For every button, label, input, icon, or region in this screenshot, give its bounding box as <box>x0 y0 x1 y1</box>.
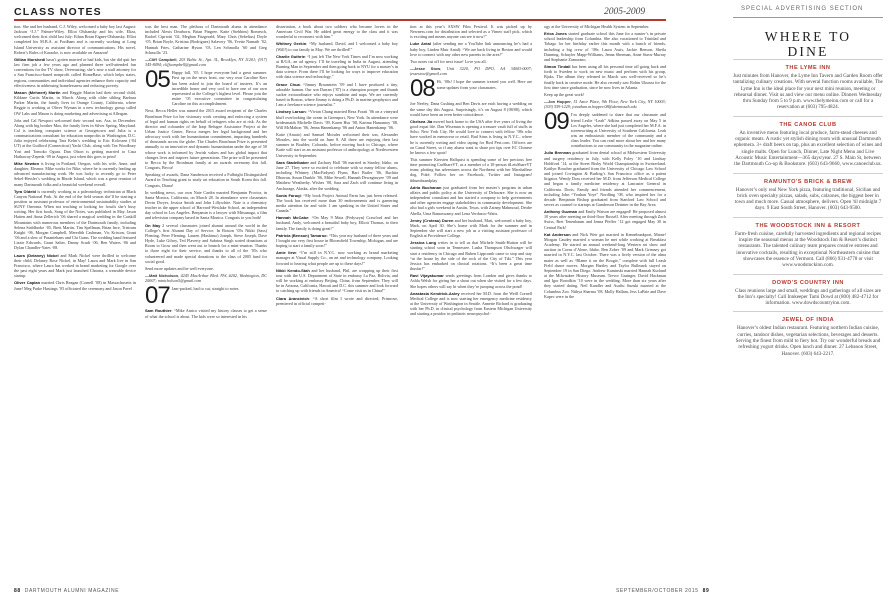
sidebar-title-line2: DINE <box>787 44 829 59</box>
venue-listing <box>733 173 883 212</box>
notes-column-2 <box>145 24 267 582</box>
secretary-contact: 4245 MacArthur Blvd. NW, #202, Washington, DC 20007; mtnicholson5@gmail.com <box>145 273 267 284</box>
note-paragraph: dissertation, a book about two soldiers who became lovers in the American Civil War. He added great energy to the class and it was wonderful to reconnect with him.” <box>276 24 398 40</box>
page-number-left: 88 <box>14 588 21 594</box>
note-paragraph: Katie (Amato) and Samuel Morales welcomed their son, Alexander Morales, into the world on June 8. All three are enjoying their last summer in Boulder, Colorado, before moving back to Chicago, where Katie will start as an assistant professor of anthropology at Northwestern University in September. <box>276 131 398 158</box>
venue-description: Farm-fresh cuisine, carefully harvested ingredients and regional recipes inspire the seasonal menus at the Woodstock Inn & Resort’s distinct restaurants. The talented culinary team prepares creative entrees and innovative cocktails, resulting in exceptional Northeastern cuisine that showcases the essence of Vermont. Call (866) 931-4778 or visit www.woodstockinn.com. <box>735 230 881 269</box>
note-paragraph: tion. She and her husband, C.J. Wiley, welcomed a baby boy last August: Jackson “J.J.” Palmer-Wiley. Elliot Olshansky and his wife, Eliza, welcomed their first child last July: Ethan Brian Eigner-Olshansky. Elliot completed his M.B.A. at Fordham and is currently working at Long Island University as assistant director of communications. His novel, Robert’s Rules of Karaoke, is now available on Amazon! <box>14 24 136 55</box>
note-paragraph: Adria Buchanan just graduated from her master’s program in urban affairs and public policy at the University of Delaware. She is now an independent consultant and has started a company to help governments and other agencies engage stakeholders in community development. She also had a girls weekend in Austin, Texas, with Zainep Mahmoud, Deidre Abella, Uma Ramaswamy and Lena Verduzco-Watts. <box>410 184 532 216</box>
note-paragraph: Anastasia Kendrick-Asley received her M.D. from the Weill Cornell Medical College and is now starting her emergency medicine residency at the University of Washington in Seattle. Annette Richard is graduating with her Ph.D. in clinical psychology from Eastern Michigan University and starting a postdoc in pediatric neuropsychol- <box>410 290 532 317</box>
page-number-right: 89 <box>702 588 710 594</box>
sidebar-label: SPECIAL ADVERTISING SECTION <box>741 6 864 12</box>
venue-list <box>733 59 883 357</box>
notes-column-1 <box>14 24 136 582</box>
note-paragraph: Jobs and Cal Newport welcomed their second son, Asa, in December. Along with big brother Max, the family lives in Silver Spring, Maryland. Cal is teaching computer science at Georgetown and Julia is a communications consultant for education nonprofits in Washington, D.C. Julia enjoyed celebrating Tara Kelm’s wedding to Eric Kolossen (‘04 UT) at the Guilford (Connecticut) Yacht Club, along with Tea Woodbury Yost and Tomoko Ogura. Dan Olson is getting married to Casa Hathaway-Zepeda ‘09 in August, just when this goes to print! <box>14 117 136 159</box>
venue-name: THE WOODSTOCK INN & RESORT <box>755 222 861 229</box>
issue-date: SEPTEMBER/OCTOBER 2015 <box>616 588 699 594</box>
note-paragraph: Grace Chua: “Jimmy Braunstein ’09 and I have produced a tiny, adorable human. Our son Darran (’87) is a champion pooper and thumb sucker extraordinaire who enjoys sunshine and naps. We are currently based in Boston, where Jimmy is doing a Ph.D. in marine geophysics and I am a freelance science journalist.” <box>276 81 398 108</box>
note-paragraph: Charlie Guthrie: “I just left The New York Times and I’m now working at R/GA, an ad agency. I’ll be traveling in India in August, attending Burning Man in September and then going back to NYU for a master’s in data science. From there I’ll be looking for ways to improve education with data science and technology.” <box>276 53 398 80</box>
venue-listing <box>733 116 883 168</box>
note-paragraph: Mike Newton is living in Portland, Oregon, with his wife, Anne, and daughter, Eleanor. Mike works for Nike, where he is currently leading up advanced manufacturing work. He was lucky to recently go to Peter Sekel-Hessler’s wedding in Rhode Island, which was a great reunion of many Dartmouth folks and a beautiful weekend overall. <box>14 160 136 187</box>
note-paragraph: Jenny (Croteau) Doren and her husband, Matt, welcomed a baby boy, Mark, on April 30. She’s home with Mark for the summer and in September she will start a new job as a visiting assistant professor of English at Providence College. <box>410 217 532 239</box>
secretary-contact: Unit 3220, PO DPO, AA 34003-0007; jessestow@gmail.com <box>410 66 532 77</box>
secretary-name: —Jesse Stow <box>410 66 441 72</box>
note-paragraph: Patricia (Benson) Tamaroo: “This year my husband of three years and I bought our very first house in Bloomfield Township, Michigan, and are hoping to start a family soon!” <box>276 232 398 249</box>
venue-listing <box>733 311 883 356</box>
note-paragraph: Julia Brennan graduated from dental school at Midwestern University and surgery residency in July, with Kelly Foley ’10 and Lindsay Holdford ’14, at the Street Bixby World Championship in Switzerland. Kaitlyn Boucher graduated from the University of Chicago Law School and joined Covington & Burling’s San Francisco office as a patent litigator. Wendy Doss received her M.D. from Jefferson Medical College and began a family medicine residency at Lancaster General in California. Doris, Family and friends attended her commencement, including John “Youhan Yoye” Nordling ’08, who inspired her for a decade. Benjamin Bishop graduated from Stanford Law School and serves as counsel to startups at Gunderson Dettmer in the Bay Area. <box>544 150 666 207</box>
note-paragraph: Simon Tindall has been using all his personal time off going back and forth to Sweden to work on new music and perform with his group, Bjaks. The album they released in March was well-received so he’s finally back in creative mode. He also recently saw Robin Ukueza for the first time since graduation, since he now lives in Atlanta. <box>544 64 666 90</box>
footer-right <box>616 588 709 594</box>
class-secretary-signature: —Jon Hopper, 51 Astor Place, 9th Floor, New York City, NY 10003; (303) 559-1229; jonathan.m.hopper.08@dartmouth.edu <box>544 99 666 110</box>
class-year-number: 08 <box>410 75 435 103</box>
note-paragraph: Amie Ilew: “I’m still in N.Y.C. now working as brand marketing manager at Visual Supply Co., an art and technology company. Looking forward to hearing what people are up to these days!” <box>276 250 398 266</box>
note-paragraph: Joe Neeley, Dana Cushing and Ben Davis are each having a wedding on the same day this August. Surprisingly, it’s on August 8 (08/08), which would have been an even better coincidence. <box>410 101 532 117</box>
secretary-name: —Cliff Campbell <box>145 56 177 62</box>
dining-sidebar <box>733 22 883 588</box>
venue-description: Hanover’s oldest Indian restaurant. Featuring northern Indian cuisine, curries, tandoor dishes, vegetarian selections, beverages and desserts. Serving the finest from mild to fiery hot. Try our wonderful breads and refreshing yogurt drinks. Open lunch and dinner. 27 Lebanon Street, Hanover. (603) 643-2217. <box>735 325 881 357</box>
footer-left <box>14 588 119 594</box>
note-paragraph: Two notes cut off for next issue! Love you all. <box>410 58 487 64</box>
note-paragraph: Mason (Mehnert) Martin and Reggie Martin had their second child, Kildane Curtis Martin, in March. Along with older sibling Barbara Parker Martin, the family lives in Orange County, California, where Reggie is working at Oliver Wyman in a new technology group called OW Labs and Mason is doing marketing and advertising at Allergan. <box>14 89 136 116</box>
secretary-name: —Matt Nicholson <box>145 273 179 279</box>
note-paragraph: On May 2 several classmates joined alumni around the world in the College’s first Alumni Day of Service. In Boston ’05s Nikki (Sass) Fleming, Peter Fleming, Lauren (Hashimo) Joseph, Steve Joseph, Dave Hyde, Luke Gilroy, Ted Flaverty and Sabrina Singh sorted donations at Room to Grow and then went out to brunch for a mini-reunion. Thanks to those eight for their service, and thanks to all of the ’05s who volunteered and made special donations to the class of 2005 fund for social good. <box>145 222 267 264</box>
note-paragraph: Next, Becca Heller was named the 2015 award recipient of the Charles Bronfman Prize for her visionary work creating and enforcing a system of legal and human rights on behalf of refugees who are at risk. As the director and cofounder of the Iraqi Refugee Assistance Project at the Urban Justice Center, Becca merges her legal background and her advocacy work with her humanitarian commitment, impacting hundreds of thousands across the globe. The Charles Bronfman Prize is presented annually to an innovative and dynamic humanitarian under the age of 50 whose work is informed by Jewish values and has global impact that changes lives and inspires future generations. The prize will be presented to Becca by the Bronfman family at an awards ceremony this fall. Congrats, Becca! <box>145 108 267 171</box>
note-paragraph: Lindsey Larson: “Vivian Chang married Reza Forati ’06 on a vineyard bluff overlooking the ocean in Greenport, New York. In attendance were bridesmaids Michelle Davis ’09, Karen Hsu ’08, Karima Hamamoy ’08, Will McMahon ’06, Jenna Hanenkamp ’06 and Anton Hanenkamp ’06. <box>276 109 398 130</box>
note-paragraph: Hannah McCabe: “On May 9 Maia (Fedyszyn) Crawford and her husband, Andy, welcomed a beautiful baby boy, Elliott Thomas, to their family. The family is doing great!” <box>276 215 398 231</box>
venue-listing <box>733 59 883 111</box>
note-paragraph: Jam-packed, bad to cut, straight to notes. <box>171 286 240 292</box>
note-paragraph: Hi, ’08s! I hope the summer treated you well. Here are some updates from your classmates. <box>436 79 532 90</box>
venue-description: An inventive menu featuring local produce, farm-stead cheeses and organic meats. A rustic yet stylish dining room with unusual Dartmouth ephemera. 3+ draft beers on tap, plus an excellent selection of wines and single malts. Open for Lunch, Dinner, Late Night Menu and Live Acoustic Music Entertainment—365 days/year. 27 S. Main St, between the Dartmouth Co-op & Bookstore. (603) 643-9660, www.canoeclub.us. <box>734 129 882 168</box>
note-paragraph: Luke Antal (after sending me a YouTube link announcing he’s had a baby boy, Linden Muir Antal): “We are back living in Boston and would love to connect with any other new parents in the area!” <box>410 41 532 57</box>
note-paragraph: Sara Stadelbaker and Zachary Hall ’06 married in Stanley, Idaho, on June 27. They were so excited to celebrate with so many fellow alums, including Whitney (MacFadyen) Flynn, Bart Butler ’06, Rachita Dhawan, Susan Dunkle ’06, Mike Sewell, Hannah Dewagtsuyee ’09 and Matthew Weatherby. Wishes ’08, Sara and Zach will continue living in Anchorage, Alaska, after the wedding. <box>276 159 398 191</box>
venue-listing <box>733 274 883 307</box>
note-paragraph: Sam Routhier: “Mike Amico visited my history classes to get a sense of what the school is about. The kids were so interested in his <box>145 308 267 319</box>
note-paragraph: Keep up the great work! <box>544 91 585 97</box>
note-paragraph: Laura (Delaney) Nickel and Mark Nickel were thrilled to welcome their child, Delaney Rose Nickel, in May! Laura and Mark live in San Francisco, where Laura has worked in brand marketing for Google over the past eight years and Mark just launched Chroma, a wearable device startup. <box>14 252 136 279</box>
secretary-contact: 51 Astor Place, 9th Floor, New York City, NY 10003; (303) 559-1229; jonathan.m.hopper.08@dartmouth.edu <box>544 99 666 110</box>
class-year-entry <box>145 66 267 107</box>
notes-column-3 <box>276 24 398 582</box>
note-paragraph: This summer Kiersten Hallquist is spending some of her precious free time promoting CarShareVT, as a member of a 10-person #LetsShareVT team; plotting fun adventures across the Northeast with her Marshallese dog, Poké. Follow her on Facebook, Twitter and Instagram! #thumbsandplay <box>410 156 532 183</box>
secretary-contact: 203 Baltic St., Apt. 3L, Brooklyn, NY 11201; (917) 345-8494; cliffcampbell@gmail.com <box>145 56 267 68</box>
note-paragraph: ogy at the University of Michigan Health System in September. <box>544 24 650 29</box>
note-paragraph: Happy fall, ’05. I hope everyone had a great summer. First up on the news front, our very own Caroline Kerr has been asked to join the board of trustees. It’s an incredible honor and very cool to have one of our own represented at the College’s highest level. Please join the entire ’05 executive committee in congratulating Caroline on this accomplishment. <box>171 70 267 107</box>
section-title: CLASS NOTES <box>14 6 102 18</box>
venue-name: THE CANOE CLUB <box>779 121 837 128</box>
sidebar-title-line1: WHERE TO <box>764 29 852 44</box>
note-paragraph: Erica Jones started graduate school this June for a master’s in private school leadership from Columbia. She also vacationed to Trinidad and Tobago for her birthday earlier this month with a bunch of friends, including a big crew of ’08s: Laura Assis, Jackie Benson, Sheila Dunning, Schuyler Mapp-Williams, Jenna Sherman, Anne Stavu-Murray and Stephanie Zamorano. <box>544 31 666 62</box>
note-paragraph: Jessica Long writes in to tell us that Michele Smith-Hutton will be starting school soon in Tennessee. Lusha Thompson Olschwager will start a residency in Chicago and Ruben Lippcomb came to stop and stay “at the house by the side of the rock of the City of Tiki.” This year Jessica has embarked on clinical rotations. “It’s been a great time thusfar!” <box>410 240 532 272</box>
venue-listing <box>733 217 883 269</box>
note-paragraph: Kat Anderson and Nick Weir got married in Kennebunkport, Maine! Morgan Caudey married a woman he met while working at Breakfast Academy. He started an annual weekend-long Western art show and auction in Coeur d’Alene, Idaho. Ben Zober ’09 and Mark Grimsey got married in N.Y.C. last October. There was a lively version of the alma mater as well as “Blame it on the Boogie,” complete with full Leash Field dance moves. Morgan Hartley and Taylor Bullmark stayed on September 19 in San Diego. Andrew Kaminski married Hannah Kurland at the Milwaukee History Museum. Trevor Grainger, David Hackman and Igor Borodkin ’10 were in the wedding. More than six years after they started dating, Neil Kandler and Asaftu Suzuki married at the Columbus Zoo. Nithya Sharma ’08, Molly Hallam, Jess LaBrie and Dave Kapec were in the <box>544 231 666 299</box>
note-paragraph: Clara Arancivich: “A short film I wrote and directed, Primrose, premiered in official competi- <box>276 295 398 306</box>
note-paragraph: tion at this year’s SXSW Film Festival. It was picked up by Newness.com for distribution and selected as a Vimeo staff pick, which is exciting and means anyone can see it now!” <box>410 24 532 40</box>
note-paragraph: In wedding news, our own Nate Cardin married Benjamin Proctor, in Santa Monica, California, on March 28. In attendance were classmates Devin Dwyer, Jessica Smith and John Lillywhite. Nate is a chemistry teacher in the upper school of Harvard-Westlake School, an independent day school in Los Angeles. Benjamin is a lawyer with Mitsunaga, a film and television company based in Santa Monica. Congrats to you both! <box>145 189 267 221</box>
header-rule <box>14 19 666 21</box>
note-paragraph: Oliver Caplan married Chris Reagan (Cornell ’08) in Massachusetts in June! Meg Parke Hastings ’05 officiated the ceremony and Jason Pavel <box>14 280 136 291</box>
note-paragraph: Send more updates and be well everyone. <box>145 265 214 271</box>
class-year-number: 09 <box>544 108 569 136</box>
class-secretary-signature: —Jesse Stow, Unit 3220, PO DPO, AA 34003-0007; jessestow@gmail.com <box>410 66 532 77</box>
note-paragraph: Ravi Vijayakumar sends greetings from London and gives thanks to Ashla Welsh for giving her a shout out when she visited for a few days. She hopes others will say hi when they’re jumping across the pond! <box>410 273 532 289</box>
venue-description: Hanover’s only real New York pizza, featuring traditional, Sicilian and brick oven specialty pizzas, salads, subs, calzones, the biggest beer in town and much more. Casual atmosphere, delivers. Open 'til midnight 7 days. 9 East South Street, Hanover. (603) 643-9500. <box>734 186 882 212</box>
note-paragraph: Sonia Faruqi: “My book Project Animal Farm has just been released. The book has received more than 30 endorsements and is garnering media attention far and wide. I am speaking in the United States and Canada.” <box>276 192 398 214</box>
notes-column-4 <box>410 24 532 582</box>
class-secretary-signature: —Cliff Campbell, 203 Baltic St., Apt. 3L, Brooklyn, NY 11201; (917) 345-8494; cliffcampbell@gmail.com <box>145 56 267 68</box>
note-paragraph: Anthony Guzman and Emily Watson are engaged! He proposed almost 10 years after meeting on third-floor Russell. After meeting through Zach Swiss, Bret Tenenbaum and Jenna Pfeffer ’12 got engaged May 30 in Central Park! <box>544 209 666 230</box>
class-year-entry <box>145 282 267 310</box>
class-years: 2005-2009 <box>604 7 646 17</box>
venue-name: JEWEL OF INDIA <box>781 317 835 324</box>
note-paragraph: Chelsea Jia moved back home to the USA after five years of living the good expat life. Dan Wiseman is opening a treasure vault full of stuffs in Soho, New York City. He would love to connect with fellow ’08s who have worked in menswear or retail. Bud Sims is living in N.Y.C., where he is currently writing and video taping for Bird Pest.com. Officers are on Canal Street, so if any alums want to share pro tips over EC Chinese he knows a few spots! <box>410 118 532 155</box>
notes-column-5 <box>544 24 666 582</box>
class-secretary-signature: —Matt Nicholson, 4245 MacArthur Blvd. NW, #202, Washington, DC 20007; mtnicholson5@gmail.com <box>145 273 267 284</box>
note-paragraph: Nikki Kendo-Stah and her husband, Phil, are wrapping up their first tour with the U.S. Department of State in embassy La Paz, Bolivia, and will be working at embassy Beijing, China, from September. They will be in Arizona, California, Hawaii and D.C. this summer and look forward to catching up with friends in America! “Come visit us in China!” <box>276 267 398 294</box>
venue-description: Class reunions large and small, weddings and gatherings of all sizes are the Inn’s specialty! Call Innkeeper Tami Dowd at (800) 482-4712 for information. www.dowdscountryinn.com. <box>735 287 881 307</box>
class-year-entry <box>410 75 532 103</box>
note-paragraph: Tyra Oldeid is currently working as a paleontology technician at Black Canyon National Park. At the end of the field season she’ll be starting a position as assistant professor of environmental sustainability studies at SUNY Oneonta. When not teaching or looking for fossils she’s busy writing. Her first book, Song of the Notes, was published in May. Jason Haiten and Anna Zellerich ’06 shared a magical wedding in the Catskill Mountains with numerous members of the Dartmouth family, including Selena Stablbroke ‘05, Brett Martin, Tim Spellman, Brian Ince, Tristram Knight ‘06, Morgan Campbell, Meredith Cashman, Vic Kriston, Grant ’06 and a slew of Pasaniehans and Chi Gams. The wedding band featured Lizzie Edwards, Grant Salter, Danny Scudi ‘06, Ben Waters ‘06 and Dylan Chandler-Yates ‘08. <box>14 188 136 251</box>
sidebar-rule <box>733 17 883 18</box>
note-paragraph: I’m deeply saddened to share that our classmate and friend Leslie “Leah” Adkins passed away on May 5 in Los Angeles, where she had just completed her M.F.A. in screenwriting at University of Southern California. Leah was an enthusiastic member of the community and a class leader. You can read more about her and her many contributions to our community in the magazine online. <box>570 112 666 149</box>
note-paragraph: Whitney Gerkin: “My husband, David, and I welcomed a baby boy (Will!) to our family in May. We are thrilled!” <box>276 41 398 52</box>
venue-name: THE LYME INN <box>785 65 831 71</box>
class-year-number: 07 <box>145 282 170 310</box>
note-paragraph: Gillian Morshedi hasn’t gotten married or had kids, but she did quit her law firm job a few years ago and planned three well-attended fun conventions for the TV show, Overeasting; she’s now a staff attorney for a San Francisco-based nonprofit called HomeBase, which helps states, regions, communities and individual agencies enhance their capacity and effectiveness in addressing homelessness and reducing poverty. <box>14 56 136 88</box>
note-paragraph: was the best man. The plethora of Dartmouth alums in attendance included Alexis Dearborn, Brian Pingree, Katie (Stebbins) Romesch, Rachel Cipriotti ’02, Meghan Fitzgerald, Mary Chris (Sebelius) Doyle ‘05, Brian Boyle, Kristina (Rodriguez) Salavery ’06, Yvette Namath ’02, Hannah Fries, Catharine Hyson ’03, Len Schmolla ’60 and Greg Schmolla ’23. <box>145 24 267 55</box>
venue-name: DOWD'S COUNTRY INN <box>772 279 844 286</box>
venue-description: Just minutes from Hanover, the Lyme Inn Tavern and Garden Room offer tantalizing culinary creations. With several function rooms available, The Lyme Inn is the ideal place for your next mini reunion, meeting or rehearsal dinner. Visit us and view our menu online. Dinners Wednesday thru Sunday from 5 to 9 p.m. www.thelymeinn.com or call for a reservation at (603) 795-4824. <box>733 73 883 111</box>
class-year-entry <box>544 108 666 149</box>
venue-name: RAMUNTO'S BRICK & BREW <box>763 178 853 185</box>
note-paragraph: Speaking of awards, Dana Sanderson received a Fulbright Distinguished Award in Teaching grant to study art education in South Korea this fall. Congrats, Diana! <box>145 172 267 188</box>
secretary-name: —Jon Hopper <box>544 99 571 105</box>
sidebar-title <box>733 29 883 59</box>
magazine-name: DARTMOUTH ALUMNI MAGAZINE <box>24 588 120 594</box>
class-year-number: 05 <box>145 66 170 94</box>
